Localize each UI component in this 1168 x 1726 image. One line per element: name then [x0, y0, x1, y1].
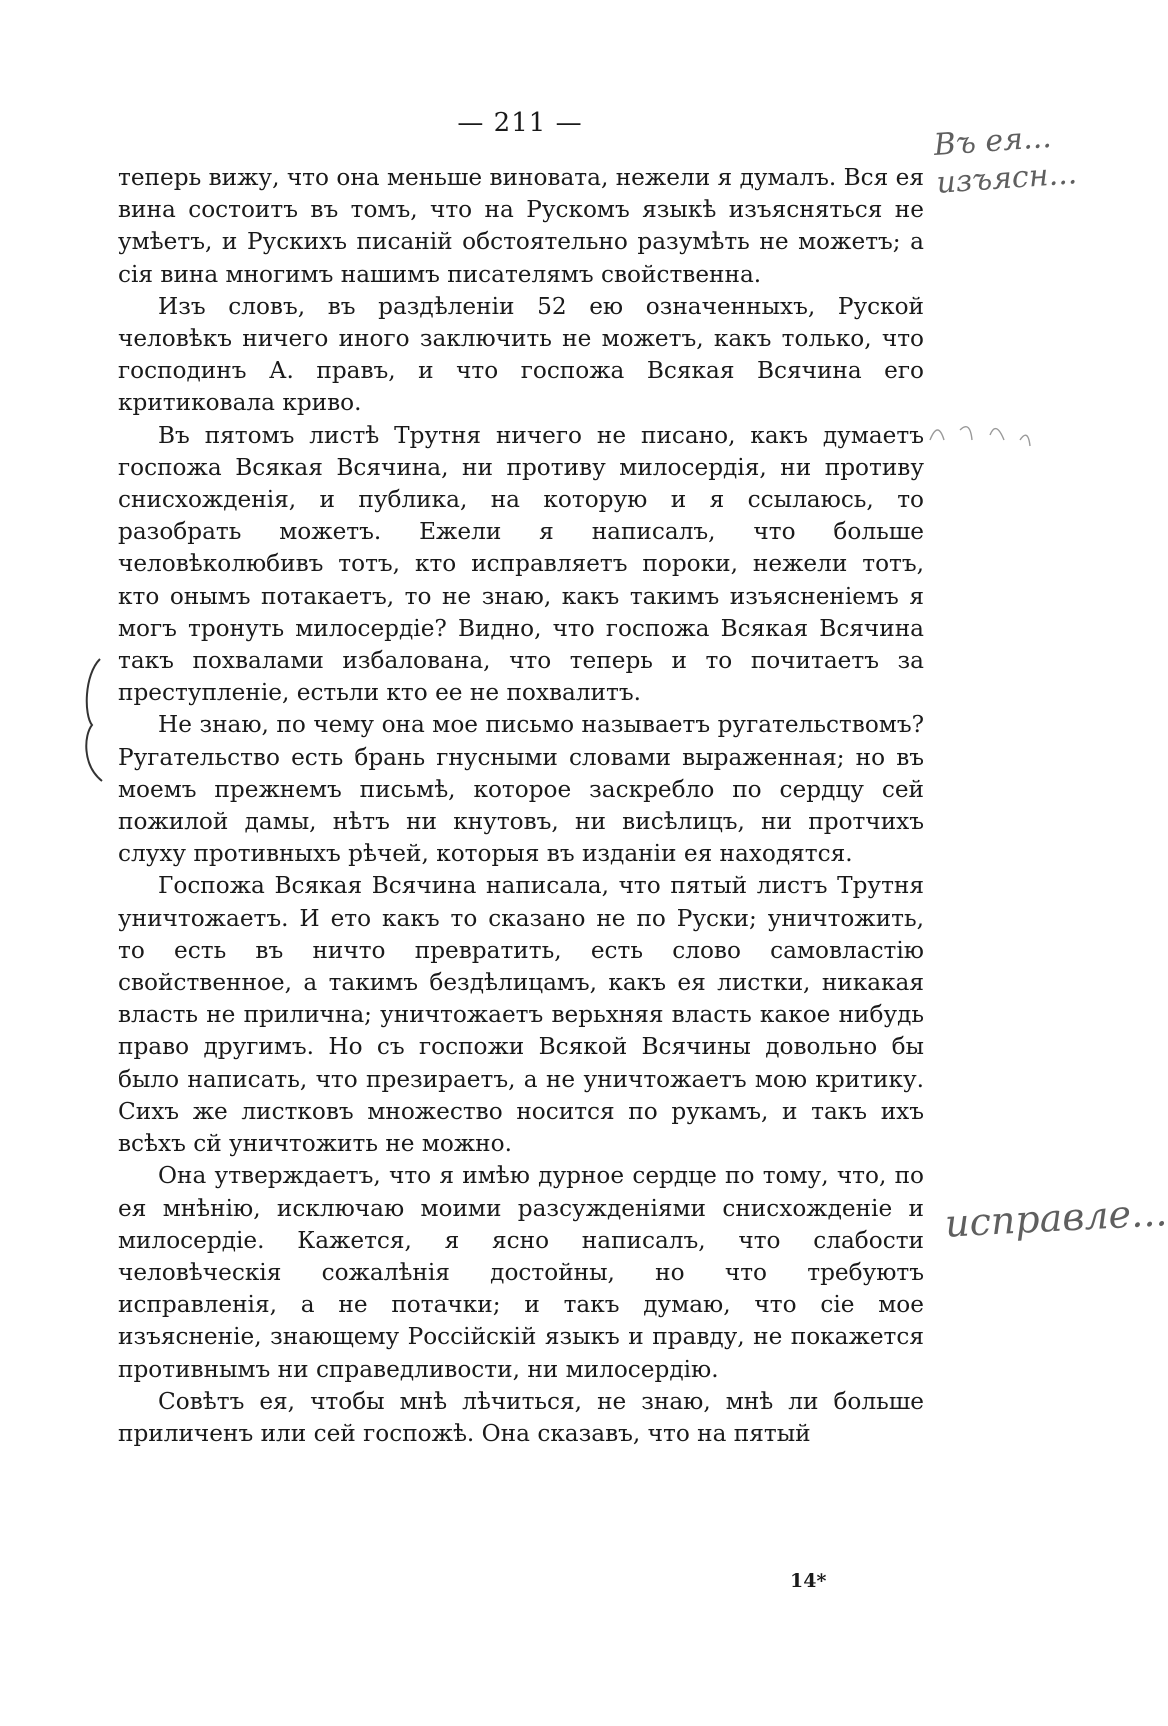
handwritten-bracket-mark [80, 655, 104, 785]
paragraph-5: Госпожа Всякая Всячина написала, что пятый листъ Трутня уничтожаетъ. И ето какъ то сказано не по Руски; уничтожить, то есть въ ничто превратить, есть слово самовластію свойственное, а такимъ бездѣлицамъ, какъ ея листки, никакая власть не прилична; уничтожаетъ верьхняя власть какое нибудь право другимъ. Но съ госпожи Всякой Всячины довольно бы было написать, что презираетъ, а не уничтожаетъ мою критику. Сихъ же листковъ множество носится по рукамъ, и такъ ихъ всѣхъ сй уничтожить не можно. [118, 872, 924, 1158]
paragraph-2: Изъ словъ, въ раздѣленіи 52 ею означенныхъ, Руской человѣкъ ничего иного заключить не можетъ, какъ только, что господинъ А. правъ, и что госпожа Всякая Всячина его критиковала криво. [118, 292, 924, 417]
paragraph-3: Въ пятомъ листѣ Трутня ничего не писано, какъ думаетъ госпожа Всякая Всячина, ни противу милосердія, ни противу снисхожденія, и публика, на которую и я ссылаюсь, то разобрать можетъ. Ежели я написалъ, что больше человѣколюбивъ тотъ, кто исправляетъ пороки, нежели тотъ, кто онымъ потакаетъ, то не знаю, какъ такимъ изъясненіемъ я могъ тронуть милосердіе? Видно, что госпожа Всякая Всячина такъ похвалами избалована, что теперь и то почитаетъ за преступленіе, естьли кто ее не похвалитъ. [118, 421, 924, 707]
paragraph-7: Совѣтъ ея, чтобы мнѣ лѣчиться, не знаю, мнѣ ли больше приличенъ или сей госпожѣ. Она сказавъ, что на пятый [118, 1387, 924, 1447]
paragraph-6: Она утверждаетъ, что я имѣю дурное сердце по тому, что, по ея мнѣнію, исключаю моими разсужденіями снисхожденіе и милосердіе. Кажется, я ясно написалъ, что слабости человѣческія сожалѣнія достойны, но что требуютъ исправленія, а не потачки; и такъ думаю, что сіе мое изъясненіе, знающему Россійскій языкъ и правду, не покажется противнымъ ни справедливости, ни милосердію. [118, 1162, 924, 1383]
faint-pencil-marks [920, 400, 1100, 480]
handwritten-margin-note-top: Въ ея... изъясн... [932, 119, 1079, 201]
handwritten-margin-note-bottom: исправле... [943, 1190, 1168, 1246]
paragraph-1: теперь вижу, что она меньше виновата, нежели я думалъ. Вся ея вина состоитъ въ томъ, что на Рускомъ языкѣ изъясняться не умѣетъ, и Рускихъ писаній обстоятельно разумѣть не можетъ; а сія вина многимъ нашимъ писателямъ свойственна. [118, 164, 924, 288]
body-text [118, 162, 924, 1450]
paragraph-4: Не знаю, по чему она мое письмо называетъ ругательствомъ? Ругательство есть брань гнусными словами выраженная; но въ моемъ прежнемъ письмѣ, которое заскребло по сердцу сей пожилой дамы, нѣтъ ни кнутовъ, ни висѣлицъ, ни протчихъ слуху противныхъ рѣчей, которыя въ изданіи ея находятся. [118, 711, 924, 868]
signature-mark: 14* [790, 1570, 827, 1592]
page-number: — 211 — [457, 108, 583, 138]
